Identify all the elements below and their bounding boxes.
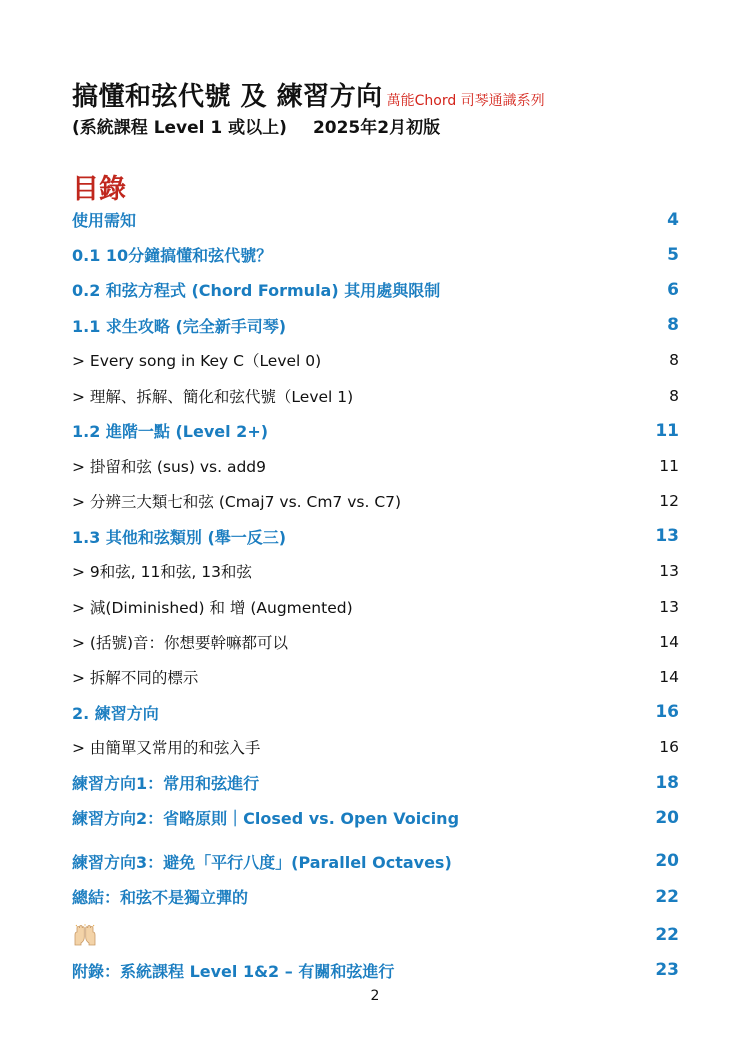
toc-entry-label: > 減(Diminished) 和 增 (Augmented)	[72, 598, 353, 617]
toc-entry-page: 6	[667, 279, 679, 300]
table-of-contents	[72, 202, 679, 988]
toc-subentry[interactable]	[72, 589, 679, 624]
toc-entry-page: 23	[655, 960, 679, 981]
raising-hands-icon	[72, 924, 98, 946]
toc-subentry[interactable]	[72, 484, 679, 519]
toc-entry[interactable]	[72, 800, 679, 835]
toc-entry[interactable]	[72, 695, 679, 730]
series-tag: 萬能Chord 司琴通識系列	[386, 93, 545, 109]
toc-entry-page: 4	[667, 209, 679, 230]
toc-entry-page: 8	[667, 315, 679, 336]
toc-entry-label: 使用需知	[72, 211, 137, 231]
toc-entry-label: > 理解、拆解、簡化和弦代號（Level 1)	[72, 387, 354, 406]
toc-entry-page: 8	[669, 351, 679, 370]
document-title: 搞懂和弦代號 及 練習方向	[72, 82, 383, 112]
toc-entry-label: 1.3 其他和弦類別 (舉一反三)	[72, 527, 287, 547]
toc-entry-label: > 9和弦, 11和弦, 13和弦	[72, 563, 252, 582]
page-number: 2	[370, 988, 380, 1004]
toc-entry-page: 13	[655, 526, 679, 547]
toc-entry[interactable]	[72, 519, 679, 554]
toc-entry[interactable]	[72, 844, 679, 879]
edition-note: 2025年2月初版	[312, 118, 441, 138]
toc-entry-label: 總結：和弦不是獨立彈的	[72, 888, 249, 908]
toc-entry-label: 練習方向3：避免「平行八度」(Parallel Octaves)	[72, 852, 452, 872]
course-level-note: (系統課程 Level 1 或以上)	[72, 118, 287, 138]
toc-entry-page: 13	[659, 562, 679, 581]
toc-entry[interactable]	[72, 917, 679, 952]
toc-entry-page: 11	[659, 456, 679, 475]
toc-subentry[interactable]	[72, 659, 679, 694]
toc-entry-label: 0.1 10分鐘搞懂和弦代號？	[72, 246, 273, 266]
toc-entry[interactable]	[72, 202, 679, 237]
toc-entry-page: 16	[655, 702, 679, 723]
toc-entry-label: > (括號)音：你想要幹嘛都可以	[72, 633, 289, 652]
title-line	[72, 76, 545, 113]
toc-entry-label: 附錄：系統課程 Level 1&2 – 有關和弦進行	[72, 961, 395, 981]
toc-heading: 目錄	[72, 174, 126, 205]
toc-subentry[interactable]	[72, 730, 679, 765]
toc-subentry[interactable]	[72, 378, 679, 413]
toc-subentry[interactable]	[72, 448, 679, 483]
toc-entry-page: 22	[655, 886, 679, 907]
toc-entry-label: > 拆解不同的標示	[72, 669, 199, 688]
toc-entry-page: 12	[659, 492, 679, 511]
toc-entry-page: 13	[659, 597, 679, 616]
toc-entry-label: > 掛留和弦 (sus) vs. add9	[72, 457, 266, 476]
toc-entry-page: 20	[655, 807, 679, 828]
toc-entry-label: 0.2 和弦方程式 (Chord Formula) 其用處與限制	[72, 281, 441, 301]
toc-entry-label: 2. 練習方向	[72, 703, 159, 723]
toc-entry[interactable]	[72, 308, 679, 343]
toc-entry[interactable]	[72, 952, 679, 987]
toc-entry-label: 1.1 求生攻略 (完全新手司琴)	[72, 316, 287, 336]
toc-entry-label: > Every song in Key C（Level 0)	[72, 352, 322, 371]
toc-entry-page: 14	[659, 668, 679, 687]
toc-entry-page: 5	[667, 244, 679, 265]
toc-entry-page: 8	[669, 386, 679, 405]
toc-entry[interactable]	[72, 237, 679, 272]
toc-subentry[interactable]	[72, 343, 679, 378]
toc-subentry[interactable]	[72, 554, 679, 589]
toc-entry-page: 18	[655, 772, 679, 793]
toc-entry[interactable]	[72, 413, 679, 448]
toc-entry-page: 20	[655, 851, 679, 872]
toc-entry-label: 1.2 進階一點 (Level 2+)	[72, 422, 269, 442]
toc-entry[interactable]	[72, 765, 679, 800]
toc-entry-page: 14	[659, 632, 679, 651]
toc-entry-label: 練習方向1：常用和弦進行	[72, 774, 260, 794]
toc-entry[interactable]	[72, 879, 679, 914]
toc-entry[interactable]	[72, 272, 679, 307]
toc-subentry[interactable]	[72, 624, 679, 659]
toc-entry-label: > 分辨三大類七和弦 (Cmaj7 vs. Cm7 vs. C7)	[72, 493, 402, 512]
toc-entry-page: 16	[659, 738, 679, 757]
document-subtitle	[72, 113, 440, 138]
toc-entry-page: 11	[655, 420, 679, 441]
toc-entry-label: 練習方向2：省略原則｜Closed vs. Open Voicing	[72, 809, 460, 829]
toc-entry-label: > 由簡單又常用的和弦入手	[72, 739, 261, 758]
toc-entry-page: 22	[655, 924, 679, 945]
